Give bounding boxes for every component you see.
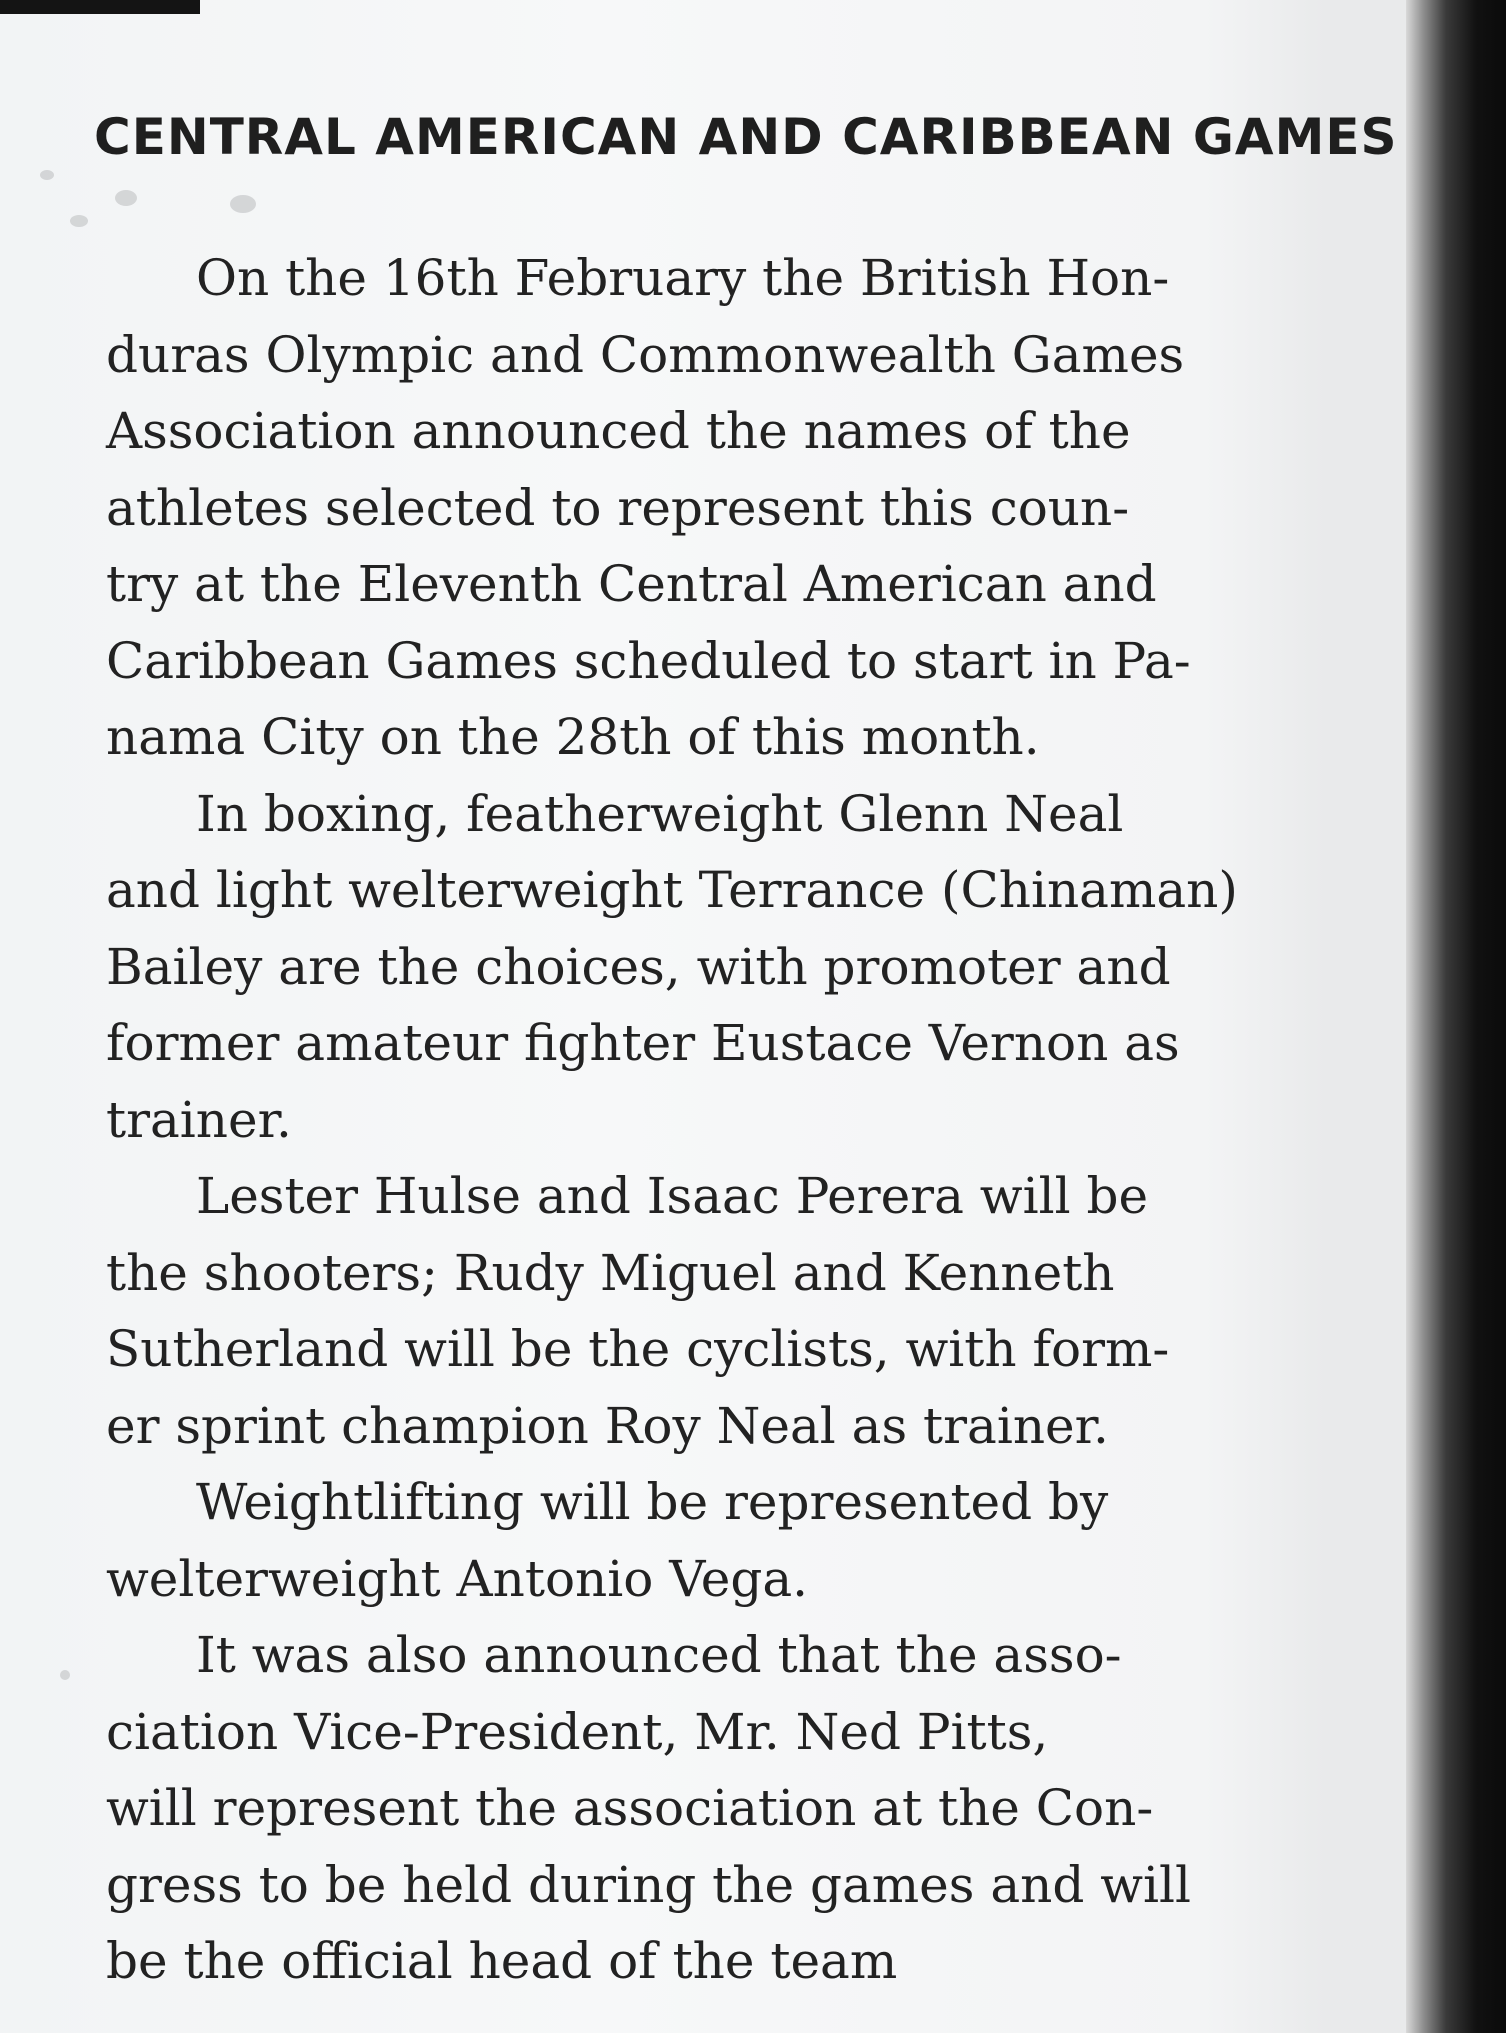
text-line: athletes selected to represent this coun-	[106, 478, 1130, 537]
text-line: former amateur fighter Eustace Vernon as	[106, 1014, 1180, 1072]
scan-border-top	[0, 0, 200, 14]
scan-speckle	[40, 170, 54, 180]
text-line: will represent the association at the Con-	[106, 1779, 1154, 1837]
text-line: In boxing, featherweight Glenn Neal	[196, 784, 1124, 843]
text-line: duras Olympic and Commonwealth Games	[106, 325, 1185, 384]
scan-shadow-edge	[1406, 0, 1506, 2033]
article-body	[106, 240, 1356, 2000]
text-line: Weightlifting will be represented by	[196, 1473, 1109, 1531]
text-line: nama City on the 28th of this month.	[106, 708, 1040, 766]
paragraph	[106, 1464, 1356, 1617]
text-line: On the 16th February the British Hon-	[196, 249, 1170, 307]
text-line: trainer.	[106, 1090, 292, 1149]
paragraph	[106, 776, 1356, 1159]
scan-speckle	[60, 1670, 70, 1680]
text-line: ciation Vice-President, Mr. Ned Pitts,	[106, 1702, 1049, 1761]
text-line: Lester Hulse and Isaac Perera will be	[196, 1167, 1149, 1225]
text-line: Sutherland will be the cyclists, with form-	[106, 1320, 1170, 1378]
scan-speckle	[230, 195, 256, 213]
text-line: er sprint champion Roy Neal as trainer.	[106, 1396, 1109, 1455]
text-line: Bailey are the choices, with promoter and	[106, 937, 1171, 996]
paragraph	[106, 240, 1356, 776]
paragraph	[106, 1158, 1356, 1464]
scan-speckle	[70, 215, 88, 227]
text-line: try at the Eleventh Central American and	[106, 555, 1157, 613]
paragraph	[106, 1617, 1356, 2000]
text-line: Caribbean Games scheduled to start in Pa-	[106, 631, 1191, 690]
text-line: the shooters; Rudy Miguel and Kenneth	[106, 1243, 1115, 1302]
text-line: Association announced the names of the	[106, 402, 1131, 460]
text-line: and light welterweight Terrance (Chinaman)	[106, 861, 1238, 919]
headline: CENTRAL AMERICAN AND CARIBBEAN GAMES	[94, 108, 1398, 166]
text-line: be the official head of the team	[106, 1932, 898, 1990]
text-line: welterweight Antonio Vega.	[106, 1549, 809, 1608]
scan-speckle	[115, 190, 137, 206]
text-line: It was also announced that the asso-	[196, 1626, 1122, 1684]
text-line: gress to be held during the games and will	[106, 1855, 1192, 1914]
